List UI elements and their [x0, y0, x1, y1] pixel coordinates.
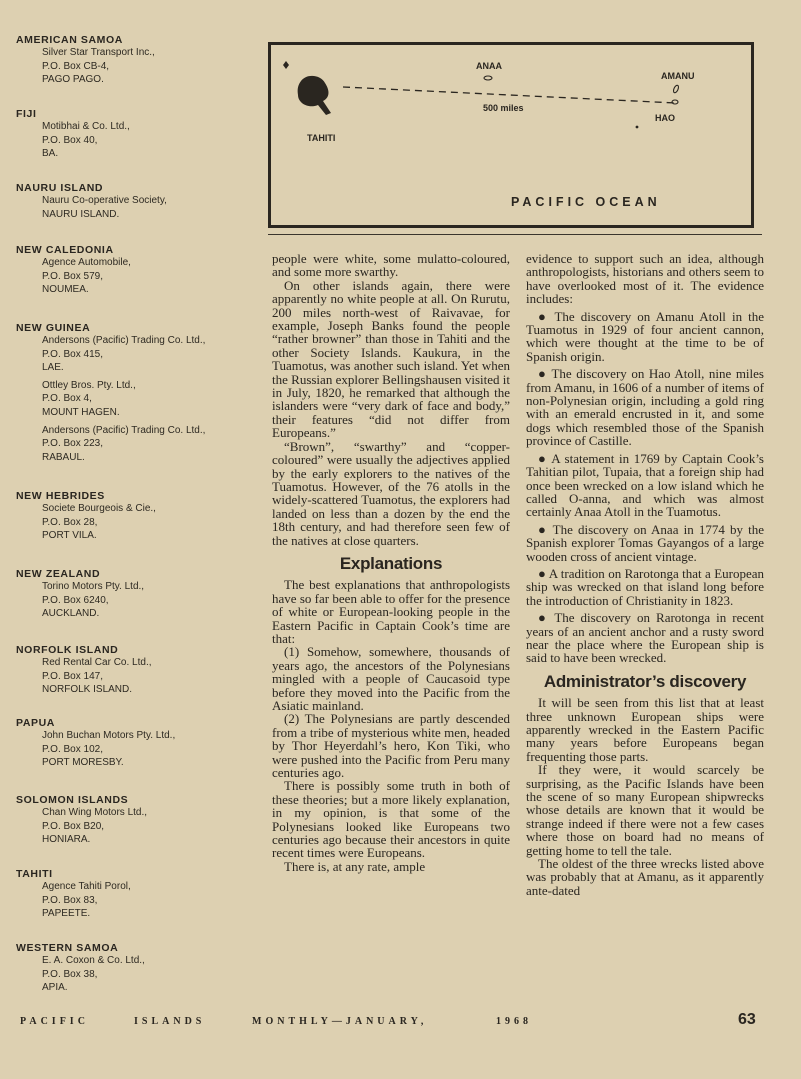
- evidence-text: The discovery on Hao Atoll, nine miles from Amanu, in 1606 of a number of items of non-Polynesian origin, including a gold ring with an emerald encrusted in it, and some dogs which resembled those of the Spanish province of Castille.: [526, 366, 764, 449]
- bullet-icon: ●: [538, 308, 555, 324]
- directory-entry: [16, 34, 256, 87]
- address-line: P.O. Box 579,: [42, 270, 103, 282]
- compass-mark-icon: [283, 61, 289, 69]
- footer-word-pacific: PACIFIC: [20, 1016, 89, 1027]
- address-line: P.O. Box CB-4,: [42, 60, 110, 72]
- address-line: P.O. Box 6240,: [42, 594, 109, 606]
- agent-address: [42, 334, 256, 375]
- address-line: PAGO PAGO.: [42, 74, 104, 86]
- paragraph: evidence to support such an idea, although anthropologists, historians and others seem to have overlooked most of it. The evidence includes:: [526, 251, 764, 307]
- paragraph: There is possibly some truth in both of these theories; but a more likely explanation, in my opinion, is that some of the Polynesians looked like Europeans two centuries ago because their ancestors in quite recent times were Europeans.: [272, 778, 510, 861]
- directory-entry: [16, 794, 256, 847]
- paragraph: The oldest of the three wrecks listed above was probably that at Amanu, as it apparently ante-dated: [526, 856, 764, 898]
- paragraph: (2) The Polynesians are partly descended from a tribe of mysterious white men, headed by Thor Heyerdahl’s hero, Kon Tiki, who were pushed into the Pacific from Peru many centuries ago.: [272, 711, 510, 781]
- bullet-icon: ●: [538, 521, 553, 537]
- address-line: Torino Motors Pty. Ltd.,: [42, 581, 145, 592]
- address-line: P.O. Box 4,: [42, 393, 92, 405]
- address-line: E. A. Coxon & Co. Ltd.,: [42, 955, 145, 966]
- bullet-icon: ●: [538, 366, 552, 382]
- label-anaa: ANAA: [476, 61, 502, 71]
- directory-entry: [16, 868, 256, 921]
- agent-address: [42, 256, 256, 297]
- address-line: BA.: [42, 148, 59, 160]
- evidence-item: [526, 310, 764, 364]
- address-line: MOUNT HAGEN.: [42, 406, 120, 418]
- address-line: P.O. Box 415,: [42, 348, 103, 360]
- agent-address: [42, 502, 256, 543]
- paragraph: (1) Somehow, somewhere, thousands of years ago, the ancestors of the Polynesians mingled with a people of Caucasoid type before they moved into the Pacific from the Asiatic mainland.: [272, 644, 510, 713]
- address-line: LAE.: [42, 362, 64, 374]
- evidence-item: [526, 367, 764, 447]
- amanu-atoll: [672, 85, 679, 94]
- agent-address: [42, 379, 256, 420]
- evidence-text: A statement in 1769 by Captain Cook’s Tahitian pilot, Tupaia, that a foreign ship had once been wrecked on a low island which he called O-anna, and which was almost certainly Anaa Atoll in the Tuamotus.: [526, 450, 764, 520]
- address-line: HONIARA.: [42, 834, 91, 846]
- footer-year: 1968: [496, 1016, 532, 1027]
- article-column-right: [526, 252, 764, 897]
- paragraph: “Brown”, “swarthy” and “copper-coloured” were usually the adjectives applied by the early explorers to the natives of the Tuamotus. However, of the 76 atolls in the widely-scattered Tuamotus, the explorers had landed on less than a dozen by the end the 18th century, and had therefore seen few of the natives at close quarters.: [272, 438, 510, 548]
- address-line: Ottley Bros. Pty. Ltd.,: [42, 379, 136, 391]
- country-name: NORFOLK ISLAND: [16, 644, 119, 656]
- address-line: NAURU ISLAND.: [42, 208, 120, 220]
- column-rule: [268, 234, 762, 235]
- country-name: WESTERN SAMOA: [16, 942, 119, 954]
- address-line: Silver Star Transport Inc.,: [42, 47, 155, 58]
- bullet-icon: ●: [538, 450, 552, 466]
- address-line: P.O. Box 102,: [42, 743, 103, 755]
- address-line: P.O. Box 28,: [42, 516, 98, 528]
- address-line: NORFOLK ISLAND.: [42, 684, 133, 696]
- agent-address: [42, 46, 256, 87]
- map-figure: [268, 42, 754, 228]
- evidence-text: The discovery on Rarotonga in recent years of an ancient anchor and a rusty sword near the place where the European ship is said to have been wrecked.: [526, 610, 764, 666]
- article-column-left: [272, 252, 510, 873]
- agent-address: [42, 194, 256, 221]
- agent-address: [42, 424, 256, 465]
- agent-address: [42, 656, 256, 697]
- country-name: AMERICAN SAMOA: [16, 34, 123, 46]
- directory-entry: [16, 490, 256, 543]
- label-ocean: PACIFIC OCEAN: [511, 195, 661, 209]
- address-line: APIA.: [42, 982, 68, 994]
- evidence-text: A tradition on Rarotonga that a European ship was wrecked on that island long before the introduction of Christianity in 1823.: [526, 565, 764, 608]
- heading-explanations: Explanations: [339, 553, 443, 573]
- address-line: Societe Bourgeois & Cie.,: [42, 503, 156, 514]
- label-amanu: AMANU: [661, 71, 695, 81]
- address-line: P.O. Box 83,: [42, 894, 98, 906]
- paragraph: people were white, some mulatto-coloured, and some more swarthy.: [272, 251, 510, 280]
- address-line: Nauru Co-operative Society,: [42, 195, 167, 206]
- directory-entry: [16, 717, 256, 770]
- evidence-text: The discovery on Anaa in 1774 by the Spanish explorer Tomas Gayangos of a large wooden cross of ancient vintage.: [526, 521, 764, 564]
- paragraph: There is, at any rate, ample: [284, 858, 426, 874]
- label-hao: HAO: [655, 113, 675, 123]
- agent-address: [42, 580, 256, 621]
- address-line: P.O. Box B20,: [42, 820, 105, 832]
- directory-entry: [16, 108, 256, 161]
- country-name: SOLOMON ISLANDS: [16, 794, 129, 806]
- paragraph: The best explanations that anthropologists have so far been able to offer for the presence of white or European-looking people in the Eastern Pacific in Captain Cook’s time are that:: [272, 577, 510, 646]
- hao-atoll: [672, 100, 678, 104]
- paragraph: It will be seen from this list that at least three unknown European ships were apparently wrecked in the Eastern Pacific many years before Europeans began frequenting those parts.: [526, 695, 764, 764]
- label-distance: 500 miles: [483, 103, 524, 113]
- country-name: TAHITI: [16, 868, 53, 880]
- country-name: NEW GUINEA: [16, 322, 91, 334]
- address-line: NOUMEA.: [42, 284, 89, 296]
- footer-word-islands: ISLANDS: [134, 1016, 206, 1027]
- address-line: P.O. Box 147,: [42, 670, 103, 682]
- country-name: NEW CALEDONIA: [16, 244, 114, 256]
- address-line: Red Rental Car Co. Ltd.,: [42, 657, 152, 668]
- footer-word-monthly: MONTHLY—JANUARY,: [252, 1016, 428, 1027]
- address-line: PORT MORESBY.: [42, 757, 124, 769]
- page-footer: [20, 1013, 760, 1033]
- label-tahiti: TAHITI: [307, 133, 336, 143]
- heading-administrators-discovery: Administrator’s discovery: [543, 671, 747, 691]
- country-name: NEW HEBRIDES: [16, 490, 105, 502]
- directory-entry: [16, 182, 256, 221]
- address-line: P.O. Box 38,: [42, 968, 98, 980]
- evidence-text: The discovery on Amanu Atoll in the Tuamotus in 1929 of four ancient cannon, which were thought at the time to be of Spanish origin.: [526, 308, 764, 364]
- anaa-atoll: [484, 76, 492, 80]
- address-line: P.O. Box 223,: [42, 438, 103, 450]
- route-line: [343, 87, 676, 103]
- country-name: NEW ZEALAND: [16, 568, 101, 580]
- evidence-item: [526, 611, 764, 665]
- address-line: P.O. Box 40,: [42, 134, 98, 146]
- paragraph: On other islands again, there were apparently no white people at all. On Rurutu, 200 miles north-west of Raivavae, for example, Joseph Banks found the people “rather browner” than those in Tahiti and the other Society Islands. Kaukura, in the Tuamotus, was another such island. Yet when the Russian explorer Bellingshausen visited it in July, 1820, he remarked that although the islanders were “very dark of face and body,” their features “did not differ from Europeans.”: [272, 277, 510, 441]
- tahiti-island: [298, 76, 331, 115]
- evidence-item: [526, 452, 764, 519]
- agent-address: [42, 880, 256, 921]
- address-line: AUCKLAND.: [42, 608, 100, 620]
- directory-entry: [16, 942, 256, 995]
- evidence-item: [526, 567, 764, 607]
- agent-address: [42, 806, 256, 847]
- evidence-item: [526, 523, 764, 563]
- country-name: PAPUA: [16, 717, 55, 729]
- agent-address: [42, 954, 256, 995]
- directory-entry: [16, 568, 256, 621]
- directory-entry: [16, 322, 256, 464]
- address-line: PAPEETE.: [42, 908, 91, 920]
- agent-address: [42, 120, 256, 161]
- address-line: Motibhai & Co. Ltd.,: [42, 121, 130, 132]
- directory-entry: [16, 644, 256, 697]
- address-line: PORT VILA.: [42, 530, 97, 542]
- paragraph: If they were, it would scarcely be surprising, as the Pacific Islands have been the scene of so many European shipwrecks whose details are known that it would be strange indeed if there were not a few cases where those on board had no means of getting home to tell the tale.: [526, 762, 764, 858]
- country-name: NAURU ISLAND: [16, 182, 104, 194]
- address-line: RABAUL.: [42, 451, 85, 463]
- agent-address: [42, 729, 256, 770]
- bullet-icon: ●: [538, 610, 555, 626]
- directory-entry: [16, 244, 256, 297]
- address-line: Chan Wing Motors Ltd.,: [42, 807, 148, 818]
- country-name: FIJI: [16, 108, 37, 120]
- address-line: Andersons (Pacific) Trading Co. Ltd.,: [42, 424, 206, 436]
- address-line: John Buchan Motors Pty. Ltd.,: [42, 730, 176, 741]
- address-line: Andersons (Pacific) Trading Co. Ltd.,: [42, 335, 206, 346]
- atoll-dot: [636, 126, 639, 129]
- page-number: 63: [738, 1011, 756, 1028]
- address-line: Agence Automobile,: [42, 257, 131, 268]
- address-line: Agence Tahiti Porol,: [42, 881, 131, 892]
- bullet-icon: ●: [538, 565, 549, 581]
